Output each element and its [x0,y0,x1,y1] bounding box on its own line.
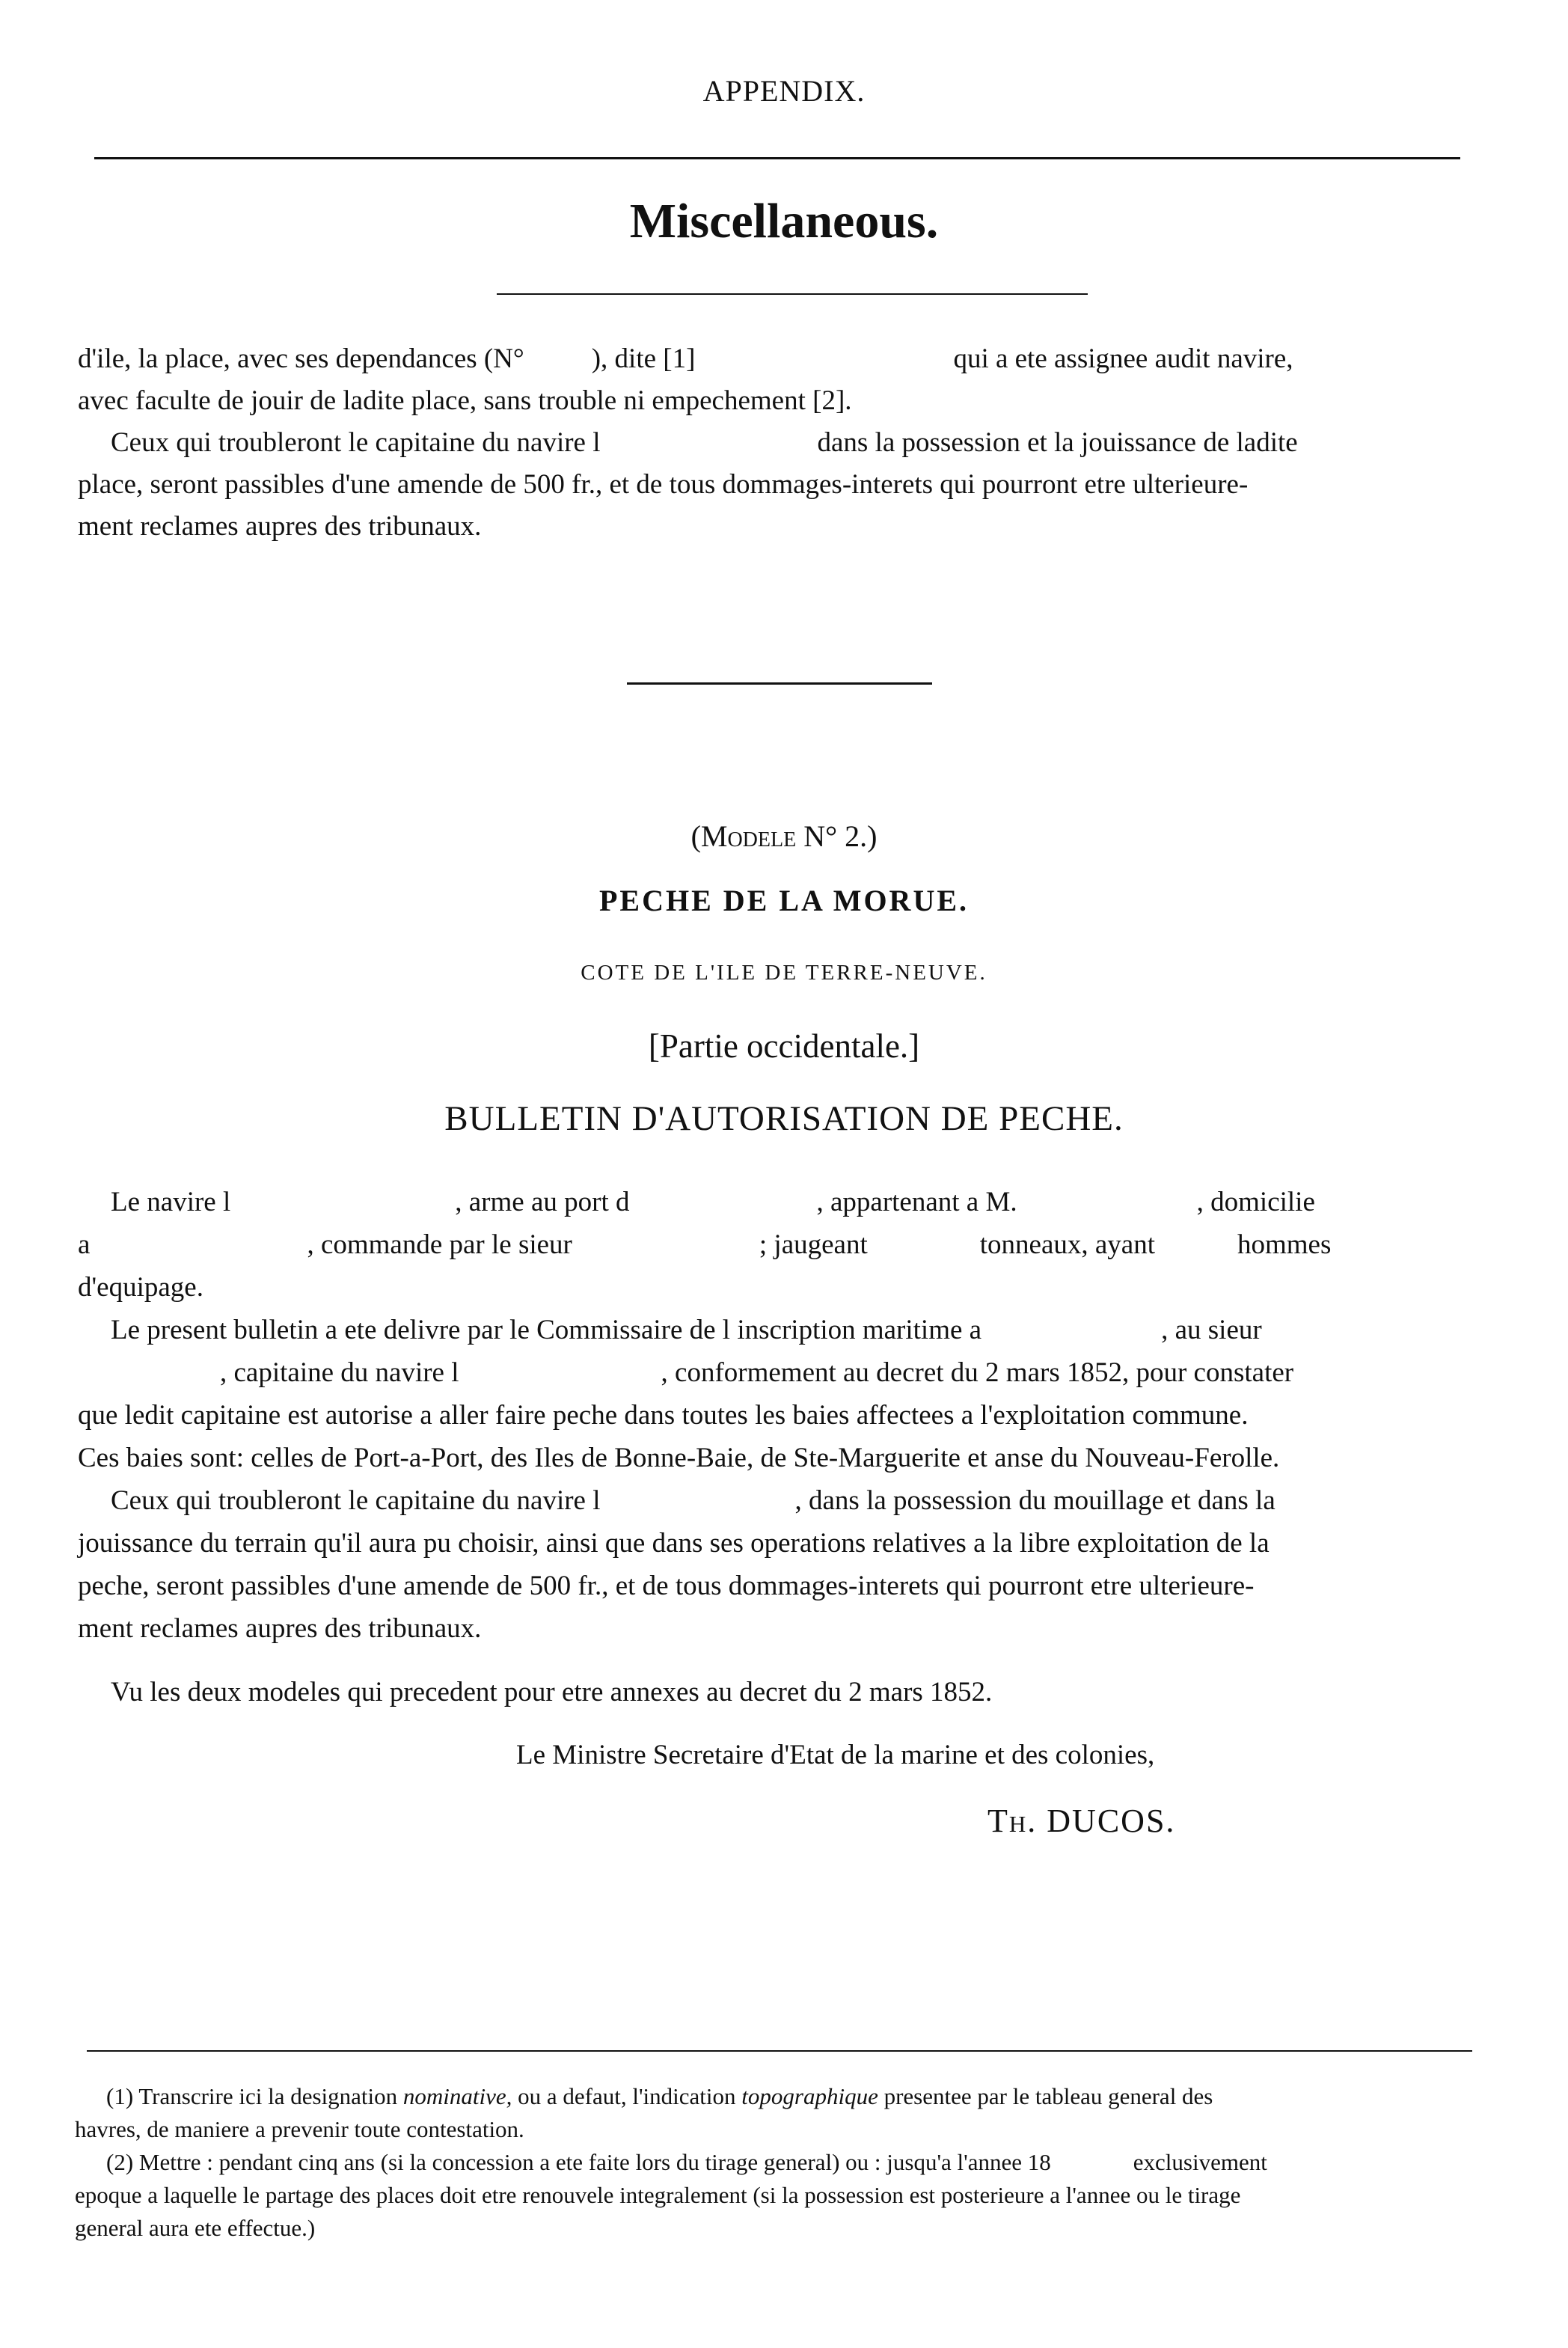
b-line-3: d'equipage. [78,1272,203,1303]
running-head: APPENDIX. [702,74,866,108]
header-rule [94,157,1460,159]
b-line-8: Ceux qui troubleront le capitaine du navire l , dans la possession du mouillage et dans la [111,1485,1275,1516]
section-separator [627,682,932,685]
b-line-7: Ces baies sont: celles de Port-a-Port, des Iles de Bonne-Baie, de Ste-Marguerite et anse du Nouveau-Ferolle. [78,1443,1280,1473]
footnote-2-cont: epoque a laquelle le partage des places doit etre renouvele integralement (si la possession est posterieure a l'annee ou le tirage [75,2182,1241,2208]
part-heading: [Partie occidentale.] [648,1027,920,1065]
b-line-1: Le navire l , arme au port d , appartenant a M. , domicilie [111,1187,1315,1217]
s1-line-1: d'ile, la place, avec ses dependances (N° ), dite [1] qui a ete assignee audit navire, [78,343,1293,374]
approval-note: Vu les deux modeles qui precedent pour etre annexes au decret du 2 mars 1852. [111,1677,993,1708]
s1-line-3: Ceux qui troubleront le capitaine du navire l dans la possession et la jouissance de ladite [111,427,1298,458]
model-number: (Modele N° 2.) [690,819,878,853]
footnote-2-end: general aura ete effectue.) [75,2215,316,2241]
b-line-4: Le present bulletin a ete delivre par le Commissaire de l inscription maritime a , au sieur [111,1315,1262,1345]
b-line-2: a , commande par le sieur ; jaugeant tonneaux, ayant hommes [78,1229,1332,1260]
minister-line: Le Ministre Secretaire d'Etat de la marine et des colonies, [516,1740,1155,1770]
signature: Th. DUCOS. [987,1803,1176,1839]
title-rule [497,293,1088,295]
footnote-2: (2) Mettre : pendant cinq ans (si la concession a ete faite lors du tirage general) ou : jusqu'a l'annee 18 exclusivement [106,2149,1267,2175]
b-line-11: ment reclames aupres des tribunaux. [78,1613,482,1644]
s1-line-2: avec faculte de jouir de ladite place, sans trouble ni empechement [2]. [78,385,852,416]
b-line-10: peche, seront passibles d'une amende de 500 fr., et de tous dommages-interets qui pourront etre ulterieure- [78,1571,1255,1601]
s1-line-4: place, seront passibles d'une amende de 500 fr., et de tous dommages-interets qui pourront etre ulterieure- [78,469,1249,500]
fishery-heading: PECHE DE LA MORUE. [598,884,970,917]
footnote-1-cont: havres, de maniere a prevenir toute contestation. [75,2116,524,2142]
coast-heading: COTE DE L'ILE DE TERRE-NEUVE. [581,961,987,985]
b-line-9: jouissance du terrain qu'il aura pu choisir, ainsi que dans ses operations relatives a la libre exploitation de la [78,1528,1270,1559]
bulletin-text [78,1181,1499,1650]
b-line-5: , capitaine du navire l , conformement au decret du 2 mars 1852, pour constater [220,1357,1294,1388]
footnotes [75,2080,1496,2245]
footnote-1: (1) Transcrire ici la designation nominative, ou a defaut, l'indication topographique presentee par le tableau general des [106,2083,1213,2109]
page-title: Miscellaneous. [629,194,939,248]
s1-line-5: ment reclames aupres des tribunaux. [78,511,482,542]
bulletin-heading: BULLETIN D'AUTORISATION DE PECHE. [444,1099,1124,1138]
b-line-6: que ledit capitaine est autorise a aller faire peche dans toutes les baies affectees a l'exploitation commune. [78,1400,1249,1431]
footnote-rule [87,2050,1472,2052]
section1-text [78,338,1499,548]
